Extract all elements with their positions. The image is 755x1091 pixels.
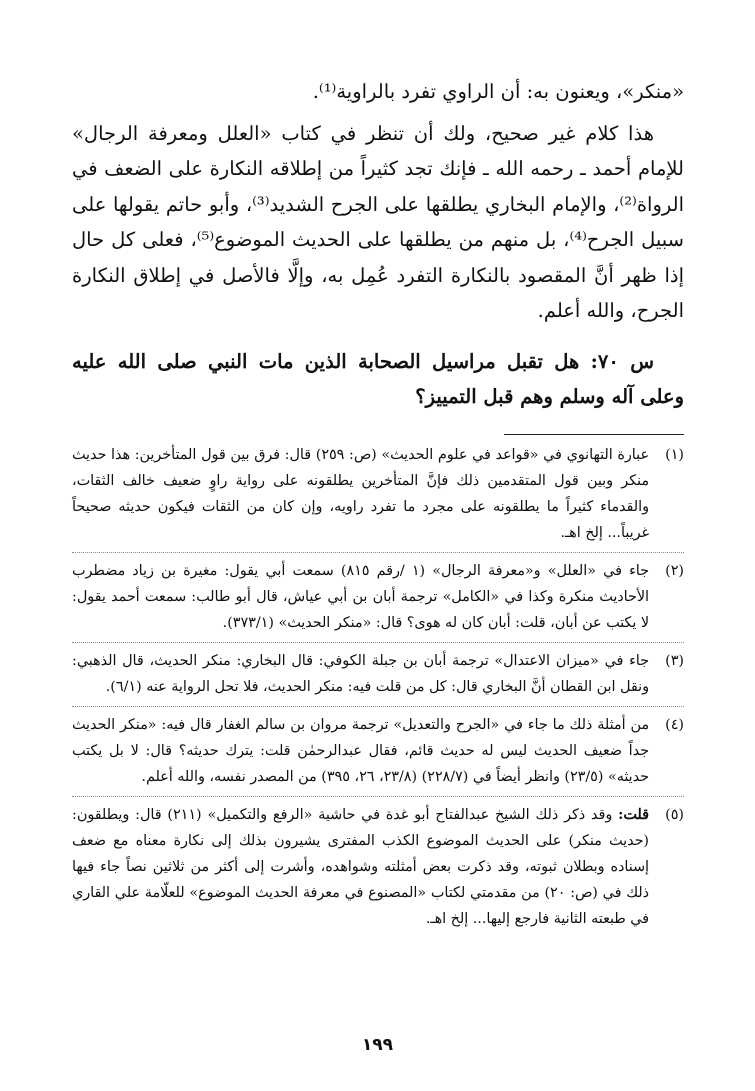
- footnote-separator: [504, 434, 684, 435]
- footnote-text: عبارة التهانوي في «قواعد في علوم الحديث» (ص: ٢٥٩) قال: فرق بين قول المتأخرين: هذا حديث منكر وبين قول المتقدمين ذلك فإنَّ المتأخرين يطلقونه على رواية راوٍ ضعيف خالف الثقات، والقدماء كثيراً ما يطلقونه على مجرد ما تفرد راويه، وإن كان من الثقات فيكون حديثه صحيحاً غريباً... إلخ اهـ.: [72, 446, 649, 541]
- footnote-lead: قلت:: [618, 806, 649, 823]
- footnote-divider: [72, 642, 684, 643]
- footnote-number: (٢): [665, 562, 684, 579]
- footnotes: [72, 441, 684, 933]
- footnote-5: [72, 801, 684, 933]
- footnote-divider: [72, 706, 684, 707]
- footnote-3: [72, 647, 684, 701]
- footnote-1: [72, 441, 684, 547]
- footnote-number: (٤): [665, 716, 684, 733]
- footnote-divider: [72, 552, 684, 553]
- footnote-text: من أمثلة ذلك ما جاء في «الجرح والتعديل» ترجمة مروان بن سالم الغفار قال فيه: «منكر الحديث جداً ضعيف الحديث ليس له حديث قائم، فقال عبدالرحمٰن قلت: يترك حديثه؟ قال: لا بل يكتب حديثه» (٢٣/٥) وانظر أيضاً في (٢٢٨/٧) (٢٣/٨، ٢٦، ٣٩٥) من المصدر نفسه، والله أعلم.: [72, 716, 649, 785]
- footnote-body: وقد ذكر ذلك الشيخ عبدالفتاح أبو غدة في حاشية «الرفع والتكميل» (٢١١) قال: ويطلقون: (حديث منكر) على الحديث الموضوع الكذب المفترى يشيرون بذلك إلى نكارة معناه مع ضعف إسناده وبطلان ثبوته، وقد ذكرت بعض أمثلته وشواهده، وأشرت إلى أكثر من ثلاثين نصاً جاء فيها ذلك في (ص: ٢٠) من مقدمتي لكتاب «المصنوع في معرفة الحديث الموضوع» للعلّامة علي القاري في طبعته الثانية فارجع إليها... إلخ اهـ.: [72, 806, 649, 927]
- footnote-text: جاء في «العلل» و«معرفة الرجال» (١ /رقم ٨١٥) سمعت أبي يقول: مغيرة بن زياد مضطرب الأحاديث منكرة وكذا في «الكامل» ترجمة أبان بن أبي عياش، قال أبو طالب: سمعت أحمد يقول: لا يكتب عن أبان، قلت: أبان كان له هوى؟ قال: «منكر الحديث» (٣٧٣/١).: [72, 562, 649, 631]
- footnote-number: (٣): [665, 652, 684, 669]
- footnote-2: [72, 557, 684, 637]
- page-number: ١٩٩: [361, 1035, 394, 1055]
- paragraph-continuation: «منكر»، ويعنون به: أن الراوي تفرد بالراوية⁽¹⁾.: [312, 80, 684, 103]
- footnote-text: جاء في «ميزان الاعتدال» ترجمة أبان بن جبلة الكوفي: قال البخاري: منكر الحديث، قال الذهبي: ونقل ابن القطان أنَّ البخاري قال: كل من قلت فيه: منكر الحديث، فلا تحل الرواية عنه (٦/١).: [72, 652, 649, 695]
- footnote-number: (٥): [665, 806, 684, 823]
- footnote-4: [72, 711, 684, 791]
- main-text: [72, 74, 684, 329]
- paragraph-main: هذا كلام غير صحيح، ولك أن تنظر في كتاب «العلل ومعرفة الرجال» للإمام أحمد ـ رحمه الله ـ فإنك تجد كثيراً من إطلاقه النكارة على الضعف في الرواة⁽²⁾، والإمام البخاري يطلقها على الجرح الشديد⁽³⁾، وأبو حاتم يقولها على سبيل الجرح⁽⁴⁾، بل منهم من يطلقها على الحديث الموضوع⁽⁵⁾، فعلى كل حال إذا ظهر أنَّ المقصود بالنكارة التفرد عُمِل به، وإلَّا فالأصل في إطلاق النكارة الجرح، والله أعلم.: [72, 121, 684, 322]
- question-heading: س ٧٠: هل تقبل مراسيل الصحابة الذين مات النبي صلى الله عليه وعلى آله وسلم وهم قبل التمييز؟: [72, 349, 684, 408]
- page-content: [72, 74, 684, 933]
- footnote-text: [72, 802, 649, 932]
- footnote-number: (١): [665, 446, 684, 463]
- footnote-divider: [72, 796, 684, 797]
